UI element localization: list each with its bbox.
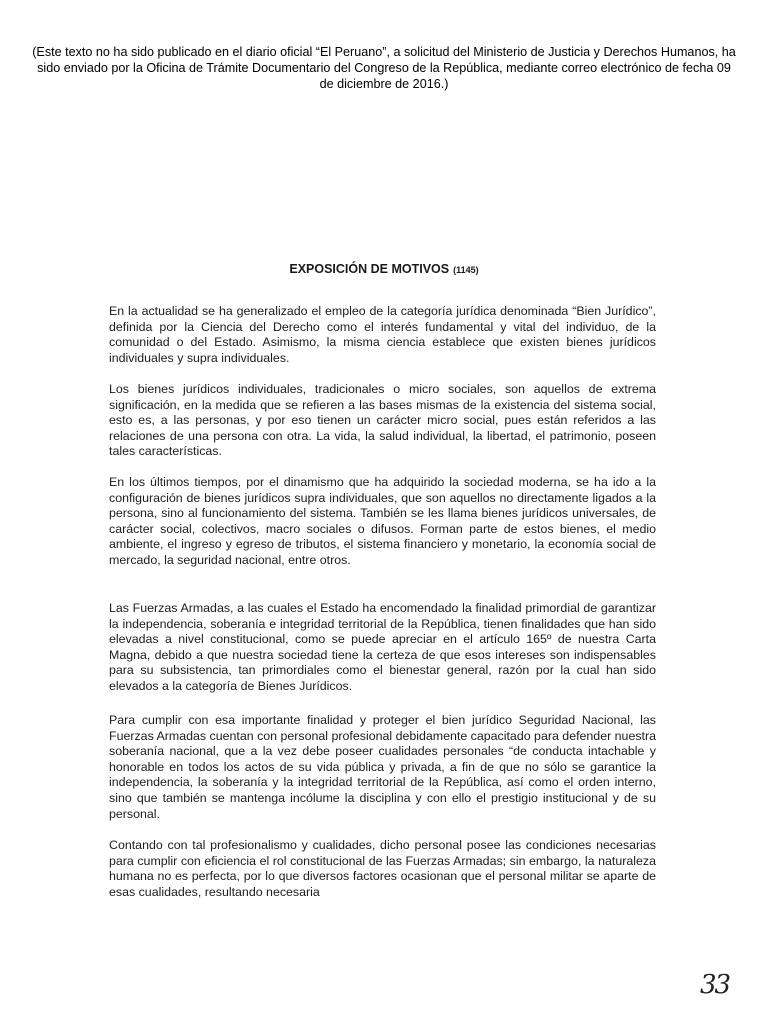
title-reference: (1145) [453,265,479,275]
publication-note: (Este texto no ha sido publicado en el diario oficial “El Peruano”, a solicitud del Ministerio de Justicia y Derechos Humanos, ha sido enviado por la Oficina de Trámite Documentario del Congreso de la República, mediante correo electrónico de fecha 09 de diciembre de 2016.) [32,45,736,91]
paragraph: En los últimos tiempos, por el dinamismo que ha adquirido la sociedad moderna, se ha ido a la configuración de bienes jurídicos supra individuales, que son aquellos no directamente ligados a la persona, sino al funcionamiento del sistema. También se les llama bienes jurídicos universales, de carácter social, colectivos, macro sociales o difusos. Forman parte de estos bienes, el medio ambiente, el ingreso y egreso de tributos, el sistema financiero y monetario, la economía social de mercado, la seguridad nacional, entre otros. [109,475,656,567]
paragraph: Las Fuerzas Armadas, a las cuales el Estado ha encomendado la finalidad primordial de garantizar la independencia, soberanía e integridad territorial de la República, tienen finalidades que han sido elevadas a nivel constitucional, como se puede apreciar en el artículo 165º de nuestra Carta Magna, debido a que nuestra sociedad tiene la certeza de que esos intereses son indispensables para su subsistencia, tan primordiales como el bienestar general, razón por la cual han sido elevados a la categoría de Bienes Jurídicos. [109,601,656,693]
handwritten-page-number: 33 [700,970,730,1000]
document-title [0,262,768,276]
paragraph: Los bienes jurídicos individuales, tradicionales o micro sociales, son aquellos de extrema significación, en la medida que se refieren a las bases mismas de la existencia del sistema social, esto es, a las personas, y por eso tienen un carácter micro social, pues están referidos a las relaciones de una persona con otra. La vida, la salud individual, la libertad, el patrimonio, poseen tales características. [109,382,656,459]
paragraph: En la actualidad se ha generalizado el empleo de la categoría jurídica denominada “Bien Jurídico”, definida por la Ciencia del Derecho como el interés fundamental y vital del individuo, de la comunidad o del Estado. Asimismo, la misma ciencia establece que existen bienes jurídicos individuales y supra individuales. [109,304,656,365]
title-text: EXPOSICIÓN DE MOTIVOS [289,262,450,276]
paragraph: Para cumplir con esa importante finalidad y proteger el bien jurídico Seguridad Nacional, las Fuerzas Armadas cuentan con personal profesional debidamente capacitado para defender nuestra soberanía nacional, que a la vez debe poseer cualidades personales “de conducta intachable y honorable en todos los actos de su vida pública y privada, a fin de que no sólo se garantice la independencia, la soberanía y la integridad territorial de la República, así como el orden interno, sino que también se mantenga incólume la disciplina y con ello el prestigio institucional y de su personal. [109,713,656,821]
paragraph: Contando con tal profesionalismo y cualidades, dicho personal posee las condiciones necesarias para cumplir con eficiencia el rol constitucional de las Fuerzas Armadas; sin embargo, la naturaleza humana no es perfecta, por lo que diversos factores ocasionan que el personal militar se aparte de esas cualidades, resultando necesaria [109,838,656,899]
